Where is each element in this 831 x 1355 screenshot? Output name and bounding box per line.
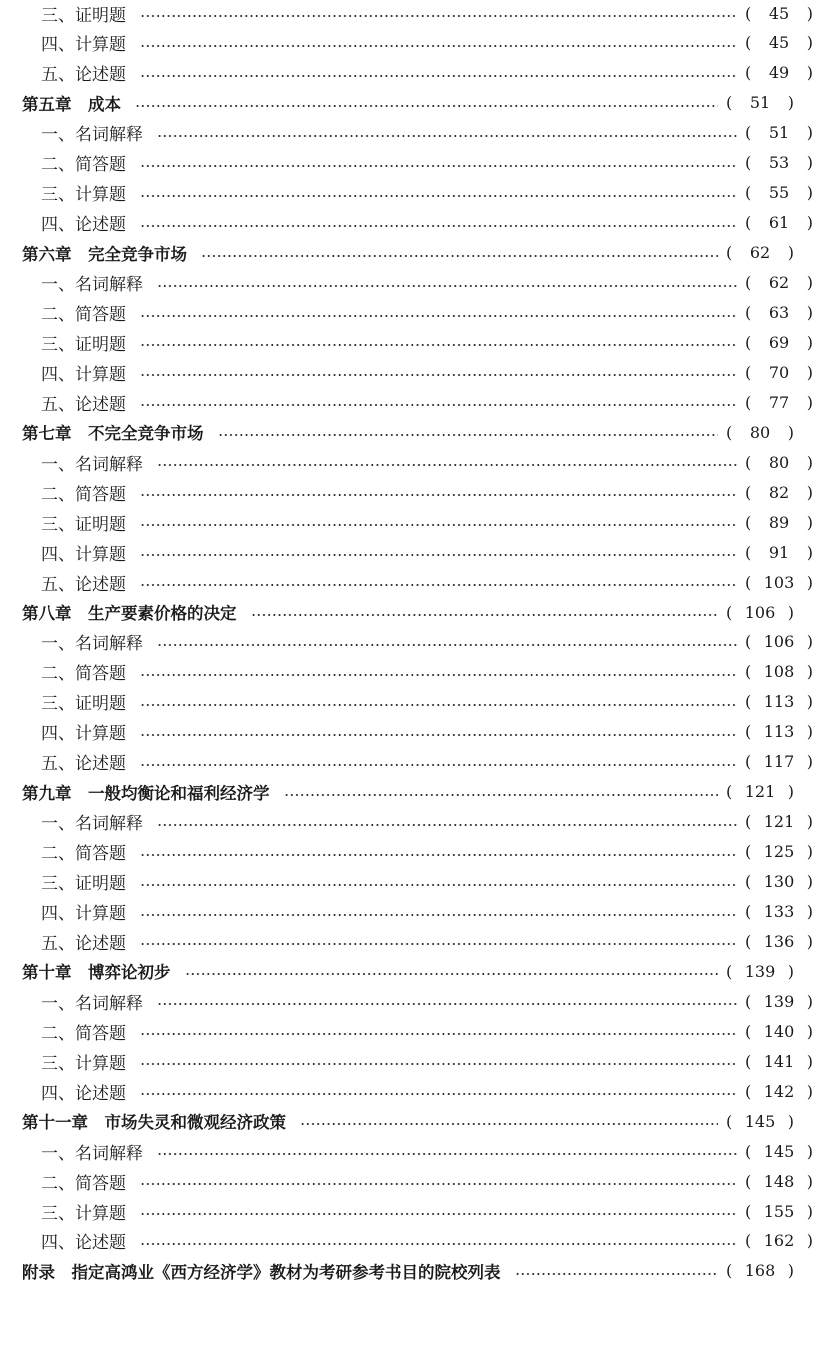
toc-page-number: ( 148 ): [745, 1171, 813, 1191]
toc-page-number: ( 113 ): [745, 692, 813, 712]
toc-page-number: ( 70 ): [745, 362, 813, 382]
toc-section-row[interactable]: [0, 837, 831, 867]
toc-dot-leader: [140, 943, 737, 945]
toc-section-row[interactable]: [0, 268, 831, 298]
toc-page-number: ( 69 ): [745, 332, 813, 352]
toc-section-row[interactable]: [0, 507, 831, 537]
toc-dot-leader: [157, 464, 737, 466]
toc-section-row[interactable]: [0, 567, 831, 597]
toc-dot-leader: [157, 135, 737, 137]
toc-dot-leader: [140, 165, 737, 167]
toc-section-row[interactable]: [0, 1196, 831, 1226]
toc-chapter-row[interactable]: [0, 777, 812, 807]
toc-section-row[interactable]: [0, 387, 831, 417]
toc-page-number: ( 80 ): [745, 452, 813, 472]
toc-page-number: ( 125 ): [745, 842, 813, 862]
toc-page-number: ( 51 ): [745, 123, 813, 143]
toc-chapter-row[interactable]: [0, 417, 812, 447]
toc-section-row[interactable]: [0, 807, 831, 837]
toc-section-row[interactable]: [0, 717, 831, 747]
toc-dot-leader: [157, 824, 737, 826]
toc-page-number: ( 145 ): [745, 1141, 813, 1161]
toc-section-title: 四、计算题: [41, 35, 126, 56]
toc-section-title: 三、计算题: [41, 1203, 126, 1224]
toc-section-title: 四、计算题: [41, 544, 126, 565]
toc-section-row[interactable]: [0, 447, 831, 477]
toc-section-row[interactable]: [0, 1076, 831, 1106]
toc-page-number: ( 139 ): [745, 991, 813, 1011]
toc-dot-leader: [157, 285, 737, 287]
toc-dot-leader: [140, 674, 737, 676]
toc-chapter-row[interactable]: [0, 1256, 812, 1286]
toc-section-title: 三、证明题: [41, 5, 126, 26]
toc-page-number: ( 45 ): [745, 3, 813, 23]
toc-section-title: 三、计算题: [41, 1053, 126, 1074]
toc-dot-leader: [300, 1123, 718, 1125]
toc-section-title: 四、计算题: [41, 904, 126, 924]
toc-section-title: 一、名词解释: [41, 1143, 143, 1164]
toc-section-row[interactable]: [0, 298, 831, 328]
toc-section-title: 三、计算题: [41, 185, 126, 206]
toc-dot-leader: [140, 884, 737, 886]
toc-page-number: ( 103 ): [745, 572, 813, 592]
toc-section-title: 四、计算题: [41, 364, 126, 385]
toc-chapter-title: 第十章 博弈论初步: [22, 963, 171, 983]
toc-section-title: 二、简答题: [41, 1023, 126, 1044]
toc-section-title: 五、论述题: [41, 65, 126, 86]
toc-dot-leader: [140, 1213, 737, 1215]
toc-dot-leader: [157, 1153, 737, 1155]
toc-section-title: 五、论述题: [41, 574, 126, 595]
toc-page-number: ( 133 ): [745, 902, 813, 921]
toc-chapter-row[interactable]: [0, 238, 812, 268]
toc-section-title: 三、证明题: [41, 874, 126, 895]
toc-section-title: 一、名词解释: [41, 814, 143, 835]
toc-section-title: 四、论述题: [41, 1233, 126, 1254]
toc-section-row[interactable]: [0, 986, 831, 1016]
toc-page-number: ( 53 ): [745, 153, 813, 173]
toc-page-number: ( 117 ): [745, 752, 813, 772]
toc-dot-leader: [140, 225, 737, 227]
toc-section-row[interactable]: [0, 477, 831, 507]
toc-dot-leader: [140, 704, 737, 706]
toc-section-title: 三、证明题: [41, 334, 126, 355]
toc-page-number: ( 61 ): [745, 213, 813, 233]
toc-section-row[interactable]: [0, 687, 831, 717]
toc-dot-leader: [140, 914, 737, 916]
toc-dot-leader: [140, 554, 737, 556]
toc-chapter-title: 第七章 不完全竞争市场: [22, 424, 204, 444]
toc-section-title: 五、论述题: [41, 394, 126, 415]
toc-section-row[interactable]: [0, 627, 831, 657]
toc-dot-leader: [515, 1273, 719, 1275]
toc-section-title: 二、简答题: [41, 664, 126, 685]
toc-dot-leader: [140, 404, 737, 406]
toc-dot-leader: [140, 494, 737, 496]
toc-page-number: ( 89 ): [745, 512, 813, 532]
toc-chapter-row[interactable]: [0, 956, 812, 986]
toc-section-row[interactable]: [0, 1016, 831, 1046]
toc-page-number: ( 168 ): [726, 1261, 794, 1281]
toc-section-row[interactable]: [0, 1166, 831, 1196]
toc-section-title: 二、简答题: [41, 844, 126, 865]
toc-section-row[interactable]: [0, 657, 831, 687]
toc-chapter-row[interactable]: [0, 88, 812, 118]
toc-section-row[interactable]: [0, 897, 831, 927]
toc-page-number: ( 142 ): [745, 1081, 813, 1101]
toc-section-title: 二、简答题: [41, 1173, 126, 1194]
toc-dot-leader: [140, 45, 737, 47]
toc-page-number: ( 77 ): [745, 392, 813, 412]
toc-section-title: 二、简答题: [41, 484, 126, 505]
toc-dot-leader: [140, 1243, 737, 1245]
toc-page-number: ( 108 ): [745, 662, 813, 682]
toc-page-number: ( 162 ): [745, 1231, 813, 1251]
toc-section-row[interactable]: [0, 148, 831, 178]
toc-dot-leader: [140, 1063, 737, 1065]
toc-page-number: ( 49 ): [745, 63, 813, 83]
toc-dot-leader: [140, 734, 737, 736]
toc-chapter-row[interactable]: [0, 597, 812, 627]
toc-chapter-title: 第六章 完全竞争市场: [22, 244, 187, 264]
toc-section-title: 二、简答题: [41, 305, 126, 325]
toc-dot-leader: [140, 75, 737, 77]
toc-dot-leader: [140, 1033, 737, 1035]
toc-section-row[interactable]: [0, 1226, 831, 1256]
toc-section-row[interactable]: [0, 58, 831, 88]
toc-dot-leader: [201, 255, 718, 257]
toc-section-row[interactable]: [0, 1136, 831, 1166]
toc-dot-leader: [251, 614, 719, 616]
toc-section-row[interactable]: [0, 178, 831, 208]
toc-dot-leader: [140, 195, 737, 197]
toc-chapter-title: 第五章 成本: [22, 94, 121, 114]
toc-page-number: ( 55 ): [745, 183, 813, 203]
toc-dot-leader: [140, 584, 737, 586]
toc-section-title: 二、简答题: [41, 155, 126, 176]
toc-page-number: ( 113 ): [745, 722, 813, 742]
toc-section-title: 一、名词解释: [41, 454, 143, 475]
toc-page-number: ( 106 ): [726, 602, 794, 622]
toc-section-title: 一、名词解释: [41, 275, 143, 296]
toc-dot-leader: [140, 764, 737, 766]
toc-section-title: 三、证明题: [41, 514, 126, 535]
toc-section-row[interactable]: [0, 0, 831, 28]
toc-section-row[interactable]: [0, 327, 831, 357]
toc-dot-leader: [218, 434, 719, 436]
toc-section-title: 四、计算题: [41, 724, 126, 745]
toc-section-row[interactable]: [0, 1046, 831, 1076]
toc-chapter-title: 第八章 生产要素价格的决定: [22, 604, 237, 623]
toc-page-number: ( 130 ): [745, 872, 813, 892]
toc-page-number: ( 121 ): [726, 782, 794, 802]
toc-page-number: ( 91 ): [745, 542, 813, 562]
toc-dot-leader: [157, 1003, 737, 1005]
toc-section-title: 五、论述题: [41, 933, 126, 954]
toc-page-number: ( 80 ): [726, 422, 794, 442]
toc-section-title: 四、论述题: [41, 215, 126, 236]
toc-dot-leader: [140, 344, 737, 346]
toc-page-number: ( 145 ): [726, 1111, 794, 1131]
toc-section-row[interactable]: [0, 926, 831, 956]
toc-page-number: ( 51 ): [726, 93, 794, 113]
toc-section-row[interactable]: [0, 537, 831, 567]
toc-page-number: ( 121 ): [745, 812, 813, 832]
toc-page-number: ( 63 ): [745, 303, 813, 322]
toc-page-number: ( 62 ): [726, 243, 794, 263]
toc-page-number: ( 62 ): [745, 273, 813, 293]
toc-section-title: 一、名词解释: [41, 125, 143, 146]
toc-page-number: ( 45 ): [745, 33, 813, 53]
toc-section-title: 五、论述题: [41, 754, 126, 775]
toc-page-number: ( 155 ): [745, 1201, 813, 1221]
toc-section-title: 一、名词解释: [41, 993, 143, 1014]
toc-section-title: 一、名词解释: [41, 634, 143, 655]
toc-chapter-title: 附录 指定高鸿业《西方经济学》教材为考研参考书目的院校列表: [22, 1262, 501, 1282]
toc-dot-leader: [140, 315, 737, 317]
toc-dot-leader: [140, 524, 737, 526]
toc-page-number: ( 140 ): [745, 1021, 813, 1041]
toc-dot-leader: [140, 1183, 737, 1185]
toc-section-row[interactable]: [0, 28, 831, 58]
toc-dot-leader: [140, 15, 737, 17]
toc-section-title: 四、论述题: [41, 1083, 126, 1104]
toc-chapter-title: 第九章 一般均衡论和福利经济学: [22, 783, 270, 803]
toc-dot-leader: [185, 973, 719, 975]
toc-section-row[interactable]: [0, 747, 831, 777]
toc-page-number: ( 106 ): [745, 632, 813, 652]
toc-dot-leader: [140, 374, 737, 376]
toc-dot-leader: [157, 644, 737, 646]
toc-dot-leader: [140, 854, 737, 856]
toc-page-number: ( 136 ): [745, 931, 813, 951]
toc-section-row[interactable]: [0, 208, 831, 238]
toc-chapter-row[interactable]: [0, 1106, 812, 1136]
toc-page-number: ( 141 ): [745, 1051, 813, 1071]
toc-page-number: ( 82 ): [745, 482, 813, 502]
toc-chapter-title: 第十一章 市场失灵和微观经济政策: [22, 1113, 286, 1133]
toc-page-number: ( 139 ): [726, 961, 794, 981]
toc-section-row[interactable]: [0, 118, 831, 148]
toc-dot-leader: [135, 105, 718, 107]
toc-section-row[interactable]: [0, 867, 831, 897]
toc-dot-leader: [284, 794, 719, 796]
toc-section-row[interactable]: [0, 357, 831, 387]
toc-section-title: 三、证明题: [41, 694, 126, 715]
toc-dot-leader: [140, 1093, 737, 1095]
